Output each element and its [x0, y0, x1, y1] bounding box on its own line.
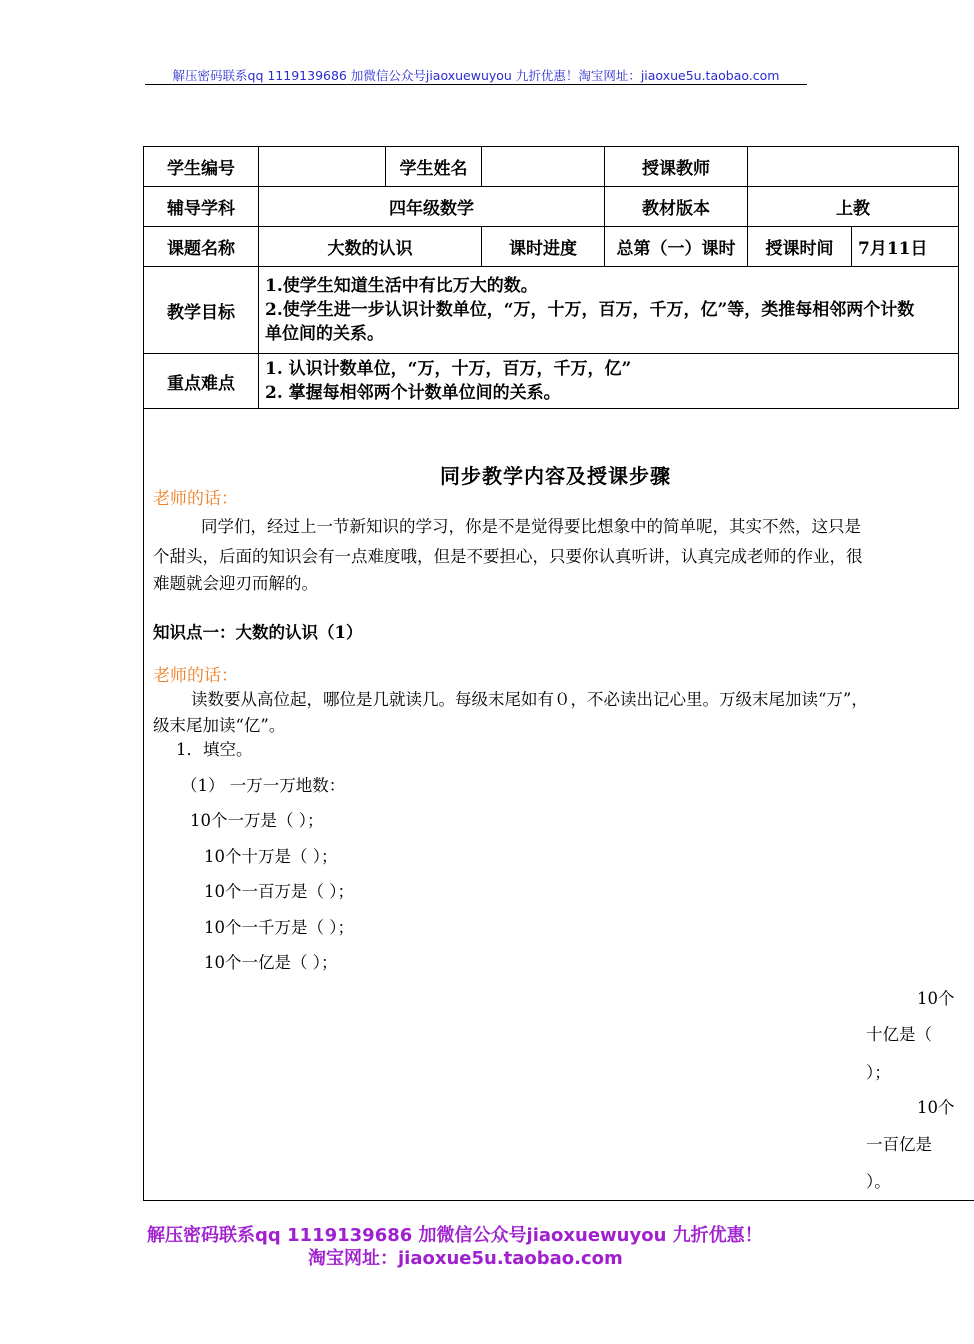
intro-line-3: 难题就会迎刃而解的。 [153, 574, 318, 593]
time-value: 7月11日 [852, 227, 959, 267]
topic-value: 大数的认识 [259, 227, 482, 267]
subject-label: 辅导学科 [144, 187, 259, 227]
footer-watermark-line-2: 淘宝网址：jiaoxue5u.taobao.com [308, 1248, 623, 1269]
edition-value: 上教 [748, 187, 959, 227]
right-fill-2b: 一百亿是 [866, 1135, 932, 1154]
right-fill-1c: ）； [866, 1063, 891, 1082]
student-name-value[interactable] [482, 147, 605, 187]
right-fill-2c: ）。 [866, 1172, 891, 1191]
teacher-value[interactable] [748, 147, 959, 187]
fill-blank-2: 10个十万是（ ）； [204, 847, 338, 866]
right-fill-2a: 10个 [917, 1098, 955, 1117]
goal-label: 教学目标 [144, 267, 259, 354]
right-fill-1b: 十亿是（ [866, 1025, 932, 1044]
teacher-words-heading: 老师的话： [153, 489, 238, 509]
fill-blank-3: 10个一百万是（ ）； [204, 882, 354, 901]
teacher-words-heading-2: 老师的话： [153, 666, 238, 686]
edition-label: 教材版本 [605, 187, 748, 227]
rule-line-1: 读数要从高位起，哪位是几就读几。每级末尾如有０，不必读出记心里。万级末尾加读“万”， [191, 690, 868, 709]
rule-line-2: 级末尾加读“亿”。 [153, 716, 286, 735]
fill-blank-5: 10个一亿是（ ）； [204, 953, 338, 972]
lesson-info-table [143, 146, 959, 409]
intro-line-1: 同学们，经过上一节新知识的学习，你是不是觉得要比想象中的简单呢，其实不然，这只是 [201, 517, 861, 536]
goal-line-3: 单位间的关系。 [265, 324, 384, 344]
student-id-label: 学生编号 [144, 147, 259, 187]
topic-label: 课题名称 [144, 227, 259, 267]
footer-watermark-line-1: 解压密码联系qq 1119139686 加微信公众号jiaoxuewuyou 九折优惠！ [147, 1225, 763, 1246]
right-fill-1a: 10个 [917, 989, 955, 1008]
student-id-value[interactable] [259, 147, 386, 187]
question-1-part-1: （1） 一万一万地数： [181, 776, 346, 795]
fill-blank-4: 10个一千万是（ ）； [204, 918, 354, 937]
knowledge-point-title: 知识点一：大数的认识（1） [153, 623, 363, 642]
fill-blank-1: 10个一万是（ ）； [190, 811, 324, 830]
student-name-label: 学生姓名 [386, 147, 482, 187]
header-divider [145, 84, 807, 85]
time-label: 授课时间 [748, 227, 852, 267]
teacher-label: 授课教师 [605, 147, 748, 187]
question-1: 1．填空。 [176, 740, 253, 759]
goal-line-2: 2.使学生进一步认识计数单位，“万，十万，百万，千万，亿”等，类推每相邻两个计数 [265, 300, 915, 320]
key-line-1: 1. 认识计数单位，“万，十万，百万，千万，亿” [265, 359, 632, 379]
subject-value: 四年级数学 [259, 187, 605, 227]
header-watermark: 解压密码联系qq 1119139686 加微信公众号jiaoxuewuyou 九折优惠！淘宝网址：jiaoxue5u.taobao.com [172, 68, 780, 83]
progress-label: 课时进度 [482, 227, 605, 267]
goal-content [259, 267, 959, 354]
goal-line-1: 1.使学生知道生活中有比万大的数。 [265, 276, 538, 296]
key-label: 重点难点 [144, 354, 259, 409]
key-content [259, 354, 959, 409]
progress-value: 总第（一）课时 [605, 227, 748, 267]
section-title: 同步教学内容及授课步骤 [440, 464, 671, 488]
intro-line-2: 个甜头，后面的知识会有一点难度哦，但是不要担心，只要你认真听讲，认真完成老师的作业，很 [153, 547, 863, 566]
key-line-2: 2. 掌握每相邻两个计数单位间的关系。 [265, 383, 561, 403]
